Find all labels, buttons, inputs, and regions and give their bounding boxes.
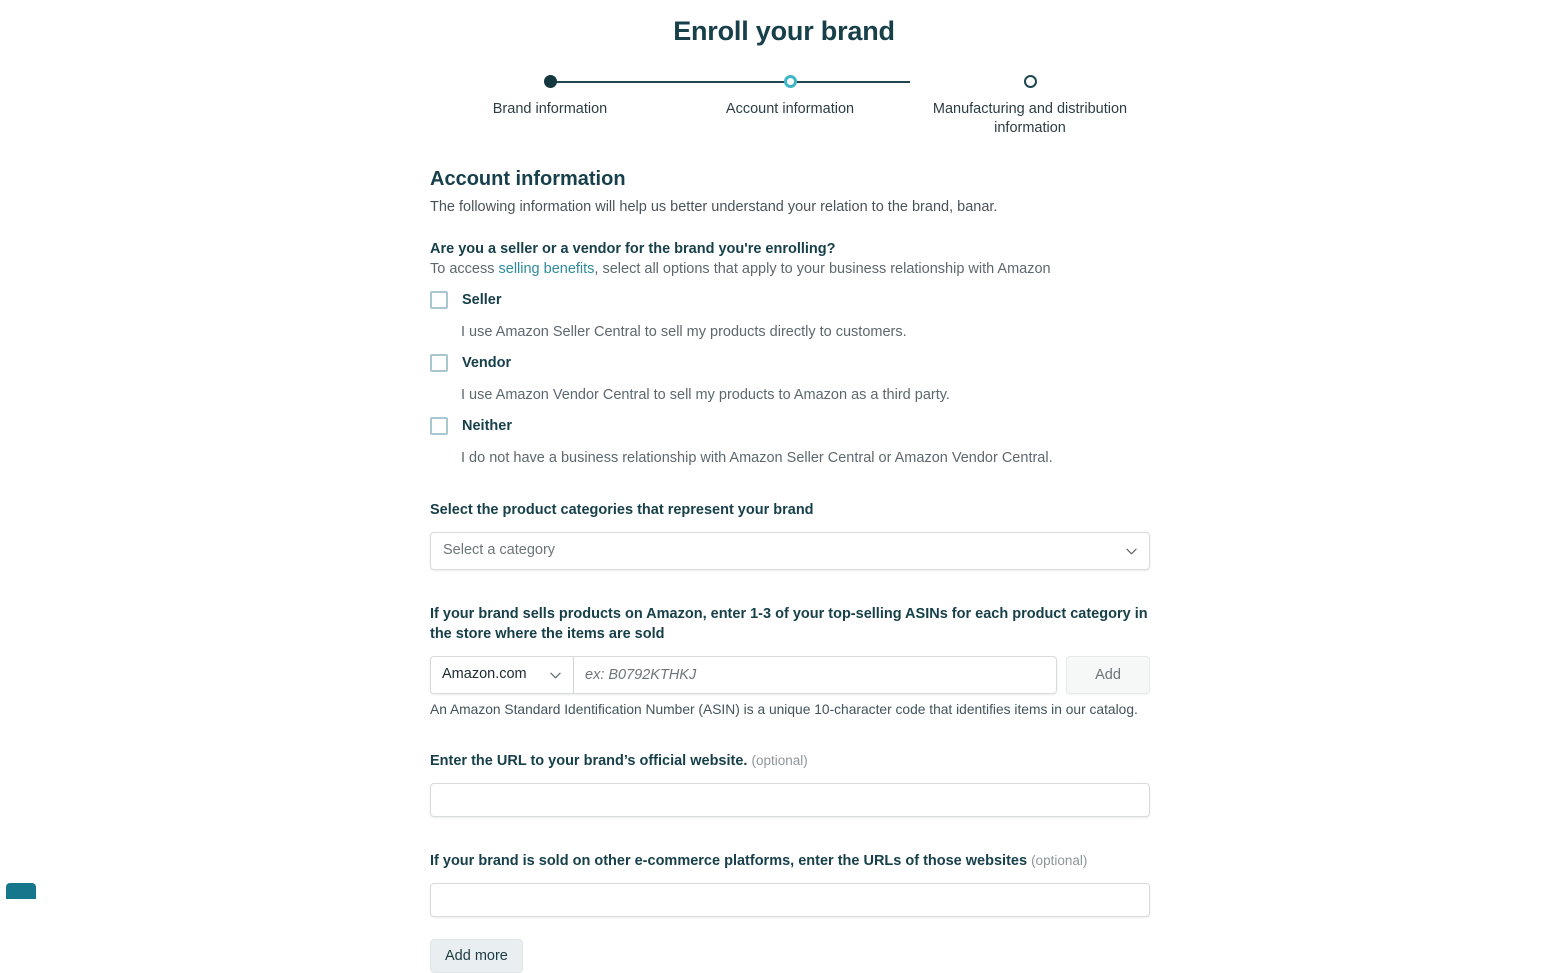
section-subtitle: The following information will help us better understand your relation to the brand, banar. bbox=[430, 199, 998, 215]
product-category-label: Select the product categories that represent your brand bbox=[430, 502, 814, 518]
marketplace-selected-value: Amazon.com bbox=[442, 666, 527, 682]
floating-corner-tab[interactable] bbox=[6, 883, 36, 899]
other-platforms-optional-tag: (optional) bbox=[1031, 853, 1088, 868]
checkbox-row-seller[interactable] bbox=[430, 291, 1150, 309]
page-title: Enroll your brand bbox=[673, 16, 895, 46]
product-category-select[interactable] bbox=[430, 532, 1150, 570]
help-text-prefix: To access bbox=[430, 261, 499, 277]
other-platforms-label-text: If your brand is sold on other e-commerce platforms, enter the URLs of those websites bbox=[430, 853, 1028, 869]
checkbox-vendor[interactable] bbox=[430, 354, 448, 372]
stepper-step-account-information[interactable] bbox=[690, 72, 890, 119]
checkbox-label-seller: Seller bbox=[462, 292, 502, 308]
brand-website-label bbox=[430, 751, 1150, 771]
account-information-form bbox=[430, 168, 1150, 973]
other-platforms-input[interactable] bbox=[430, 883, 1150, 917]
brand-website-label-text: Enter the URL to your brand’s official website. bbox=[430, 753, 748, 769]
add-more-button[interactable]: Add more bbox=[430, 939, 523, 973]
seller-vendor-help bbox=[430, 261, 1150, 277]
help-text-suffix: , select all options that apply to your business relationship with Amazon bbox=[594, 261, 1051, 277]
product-category-selected-value: Select a category bbox=[443, 542, 556, 558]
step-label: Manufacturing and distribution information bbox=[932, 101, 1128, 136]
step-label: Brand information bbox=[492, 101, 608, 117]
add-asin-button[interactable]: Add bbox=[1066, 656, 1150, 694]
checkbox-row-neither[interactable] bbox=[430, 417, 1150, 435]
brand-website-input[interactable] bbox=[430, 783, 1150, 817]
checkbox-description-seller: I use Amazon Seller Central to sell my products directly to customers. bbox=[461, 324, 907, 340]
asin-entry-row bbox=[430, 656, 1150, 694]
progress-stepper bbox=[430, 72, 1150, 142]
chevron-down-icon bbox=[1126, 546, 1137, 557]
checkbox-description-neither: I do not have a business relationship with Amazon Seller Central or Amazon Vendor Central. bbox=[461, 450, 1053, 466]
checkbox-description-vendor: I use Amazon Vendor Central to sell my products to Amazon as a third party. bbox=[461, 387, 950, 403]
seller-vendor-question: Are you a seller or a vendor for the brand you're enrolling? bbox=[430, 241, 836, 257]
step-dot-upcoming-icon bbox=[1024, 75, 1037, 88]
step-label: Account information bbox=[725, 101, 855, 117]
selling-benefits-link[interactable]: selling benefits bbox=[498, 261, 595, 277]
step-dot-completed-icon bbox=[544, 75, 557, 88]
stepper-step-manufacturing-distribution[interactable] bbox=[930, 72, 1130, 138]
section-title: Account information bbox=[430, 168, 626, 190]
checkbox-seller[interactable] bbox=[430, 291, 448, 309]
brand-website-optional-tag: (optional) bbox=[751, 753, 808, 768]
checkbox-label-vendor: Vendor bbox=[462, 355, 512, 371]
other-platforms-label bbox=[430, 851, 1150, 871]
marketplace-select[interactable] bbox=[430, 656, 573, 694]
stepper-step-brand-information[interactable] bbox=[450, 72, 650, 119]
checkbox-row-vendor[interactable] bbox=[430, 354, 1150, 372]
asin-helper-text: An Amazon Standard Identification Number (ASIN) is a unique 10-character code that identifies items in our catalog. bbox=[430, 702, 1138, 717]
checkbox-label-neither: Neither bbox=[462, 418, 512, 434]
step-dot-current-icon bbox=[784, 75, 797, 88]
chevron-down-icon bbox=[550, 670, 561, 681]
asin-input[interactable] bbox=[573, 656, 1057, 694]
checkbox-neither[interactable] bbox=[430, 417, 448, 435]
asin-label: If your brand sells products on Amazon, enter 1-3 of your top-selling ASINs for each product category in the store where the items are sold bbox=[430, 606, 1148, 642]
